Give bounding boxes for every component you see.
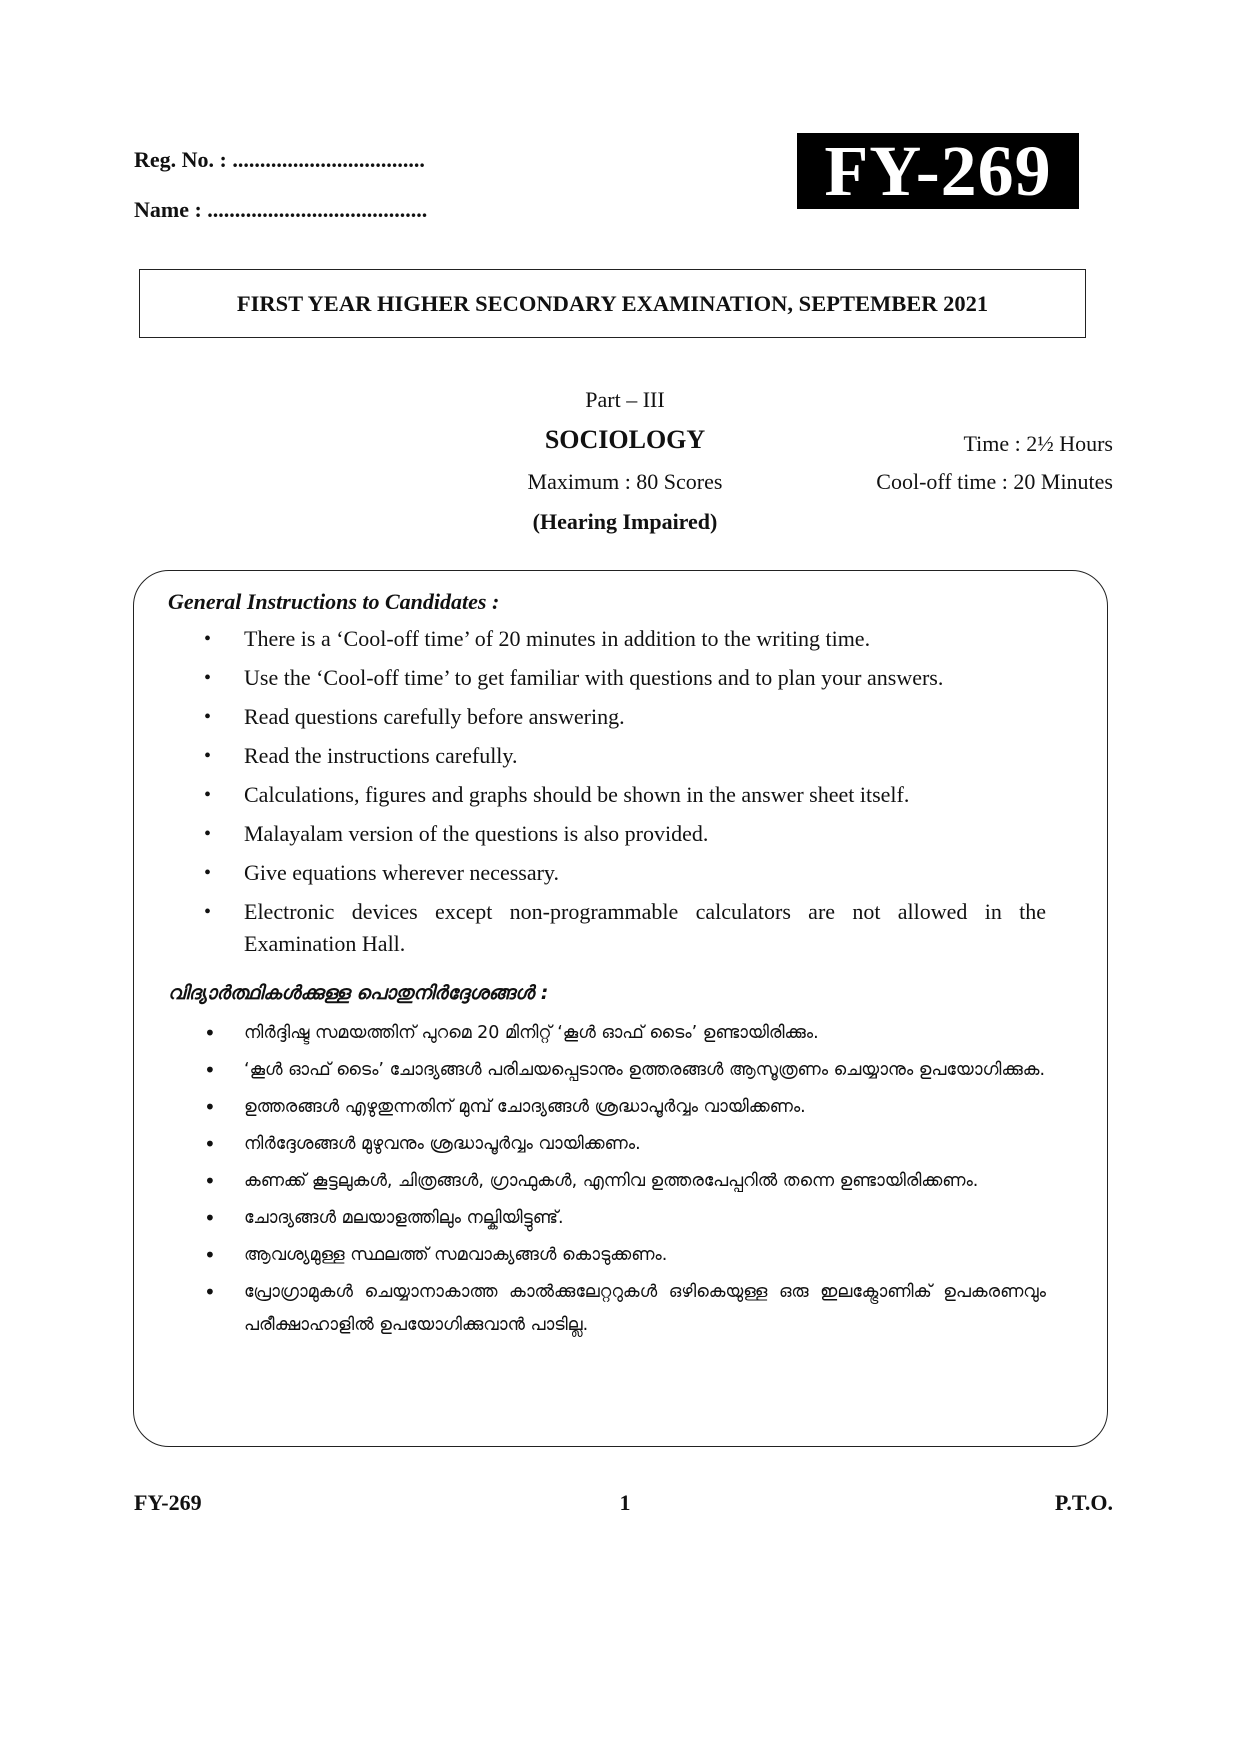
name-field: Name : ........................................ bbox=[134, 197, 428, 222]
list-item bbox=[204, 701, 1046, 733]
instructions-list-ml bbox=[204, 1017, 1046, 1346]
bullet-icon: • bbox=[204, 1021, 216, 1045]
list-item bbox=[204, 1128, 1046, 1161]
reg-no-field: Reg. No. : ................................... bbox=[134, 147, 425, 172]
cool-off-time: Cool-off time : 20 Minutes bbox=[876, 469, 1113, 494]
paper-code-badge: FY-269 bbox=[797, 133, 1079, 209]
instruction-text: ചോദ്യങ്ങൾ മലയാളത്തിലും നല്കിയിട്ടുണ്ട്. bbox=[244, 1208, 564, 1228]
bullet-icon: • bbox=[204, 1132, 216, 1156]
instruction-text: Use the ‘Cool-off time’ to get familiar with questions and to plan your answers. bbox=[244, 665, 944, 690]
instruction-text: പ്രോഗ്രാമുകൾ ചെയ്യാനാകാത്ത കാൽക്കുലേറ്ററുകൾ ഒഴികെയുള്ള ഒരു ഇലക്ട്രോണിക് ഉപകരണവും പരീക്ഷാഹാളിൽ ഉപയോഗിക്കുവാൻ പാടില്ല. bbox=[244, 1282, 1046, 1335]
bullet-icon: • bbox=[204, 667, 212, 689]
bullet-icon: • bbox=[204, 706, 212, 728]
instruction-text: Read the instructions carefully. bbox=[244, 743, 518, 768]
time-label: Time : 2½ Hours bbox=[963, 431, 1113, 456]
bullet-icon: • bbox=[204, 1243, 216, 1267]
instruction-text: Give equations wherever necessary. bbox=[244, 860, 559, 885]
bullet-icon: • bbox=[204, 1058, 216, 1082]
bullet-icon: • bbox=[204, 628, 212, 650]
instruction-text: Read questions carefully before answering. bbox=[244, 704, 625, 729]
instruction-text: കണക്ക് കൂട്ടലുകൾ, ചിത്രങ്ങൾ, ഗ്രാഫുകൾ, എന്നിവ ഉത്തരപേപ്പറിൽ തന്നെ ഉണ്ടായിരിക്കണം. bbox=[244, 1171, 979, 1191]
instruction-text: Calculations, figures and graphs should be shown in the answer sheet itself. bbox=[244, 782, 910, 807]
instruction-text: ‘കൂൾ ഓഫ് ടൈം’ ചോദ്യങ്ങൾ പരിചയപ്പെടാനും ഉത്തരങ്ങൾ ആസൂത്രണം ചെയ്യാനും ഉപയോഗിക്കുക. bbox=[244, 1060, 1046, 1080]
pto-label: P.T.O. bbox=[1054, 1490, 1113, 1515]
list-item bbox=[204, 1165, 1046, 1198]
subject-title: SOCIOLOGY bbox=[544, 425, 706, 454]
bullet-icon: • bbox=[204, 901, 212, 923]
exam-title: FIRST YEAR HIGHER SECONDARY EXAMINATION, SEPTEMBER 2021 bbox=[236, 290, 989, 316]
instruction-text: ഉത്തരങ്ങൾ എഴുതുന്നതിന് മുമ്പ് ചോദ്യങ്ങൾ ശ്രദ്ധാപൂർവ്വം വായിക്കണം. bbox=[244, 1097, 806, 1117]
list-item bbox=[204, 857, 1046, 889]
instructions-list-en bbox=[204, 623, 1046, 967]
list-item bbox=[204, 1017, 1046, 1050]
instruction-text: Electronic devices except non-programmable calculators are not allowed in the Examination Hall. bbox=[244, 899, 1046, 956]
exam-title-box bbox=[139, 269, 1086, 338]
page-number: 1 bbox=[619, 1490, 631, 1515]
bullet-icon: • bbox=[204, 1169, 216, 1193]
bullet-icon: • bbox=[204, 862, 212, 884]
instructions-heading-ml: വിദ്യാർത്ഥികൾക്കുള്ള പൊതുനിർദ്ദേശങ്ങൾ : bbox=[168, 982, 549, 1004]
category-label: (Hearing Impaired) bbox=[532, 509, 718, 534]
instruction-text: ആവശ്യമുള്ള സ്ഥലത്ത് സമവാക്യങ്ങൾ കൊടുക്കണം. bbox=[244, 1245, 668, 1265]
list-item bbox=[204, 779, 1046, 811]
bullet-icon: • bbox=[204, 1206, 216, 1230]
footer-paper-code: FY-269 bbox=[134, 1490, 202, 1515]
list-item bbox=[204, 1054, 1046, 1087]
bullet-icon: • bbox=[204, 784, 212, 806]
part-label: Part – III bbox=[585, 387, 665, 412]
instructions-heading-en: General Instructions to Candidates : bbox=[168, 589, 500, 614]
list-item bbox=[204, 1091, 1046, 1124]
maximum-scores: Maximum : 80 Scores bbox=[527, 469, 723, 494]
list-item bbox=[204, 1239, 1046, 1272]
instruction-text: നിർദ്ദിഷ്ട സമയത്തിന് പുറമെ 20 മിനിറ്റ് ‘കൂൾ ഓഫ് ടൈം’ ഉണ്ടായിരിക്കും. bbox=[244, 1023, 819, 1043]
instructions-box bbox=[133, 570, 1108, 1447]
bullet-icon: • bbox=[204, 1095, 216, 1119]
list-item bbox=[204, 896, 1046, 960]
bullet-icon: • bbox=[204, 745, 212, 767]
bullet-icon: • bbox=[204, 823, 212, 845]
list-item bbox=[204, 740, 1046, 772]
list-item bbox=[204, 1202, 1046, 1235]
list-item bbox=[204, 662, 1046, 694]
list-item bbox=[204, 623, 1046, 655]
list-item bbox=[204, 818, 1046, 850]
bullet-icon: • bbox=[204, 1280, 216, 1304]
instruction-text: There is a ‘Cool-off time’ of 20 minutes in addition to the writing time. bbox=[244, 626, 871, 651]
instruction-text: നിർദ്ദേശങ്ങൾ മുഴുവനും ശ്രദ്ധാപൂർവ്വം വായിക്കണം. bbox=[244, 1134, 641, 1154]
list-item bbox=[204, 1276, 1046, 1342]
instruction-text: Malayalam version of the questions is also provided. bbox=[244, 821, 709, 846]
